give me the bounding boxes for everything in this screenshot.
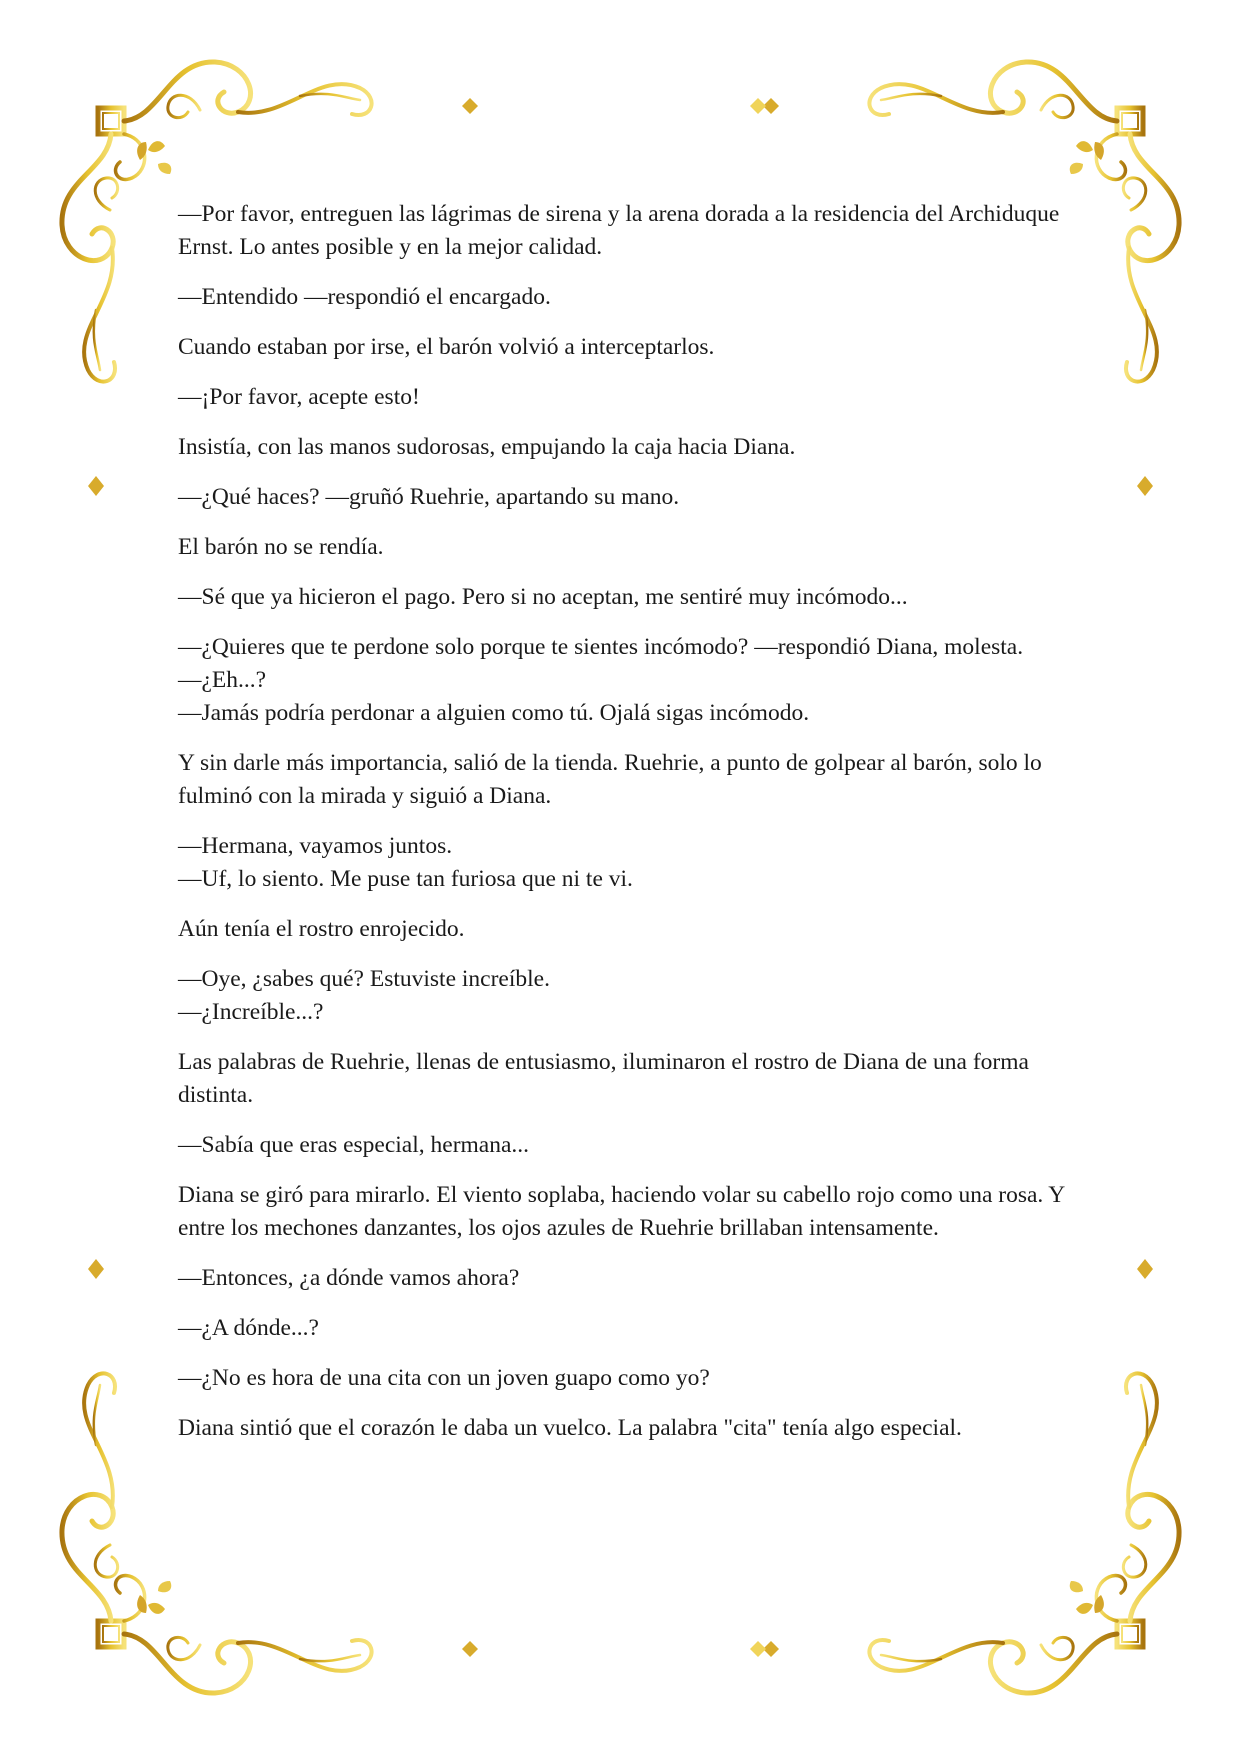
paragraph <box>178 963 1078 1029</box>
text-line: —Sé que ya hicieron el pago. Pero si no aceptan, me sentiré muy incómodo... <box>178 584 908 610</box>
text-line: —Sabía que eras especial, hermana... <box>178 1132 530 1158</box>
text-line: Las palabras de Ruehrie, llenas de entusiasmo, iluminaron el rostro de Diana de una forma distinta. <box>178 1049 1029 1108</box>
text-line: Insistía, con las manos sudorosas, empujando la caja hacia Diana. <box>178 434 796 460</box>
paragraph <box>178 1046 1078 1112</box>
text-line: —Por favor, entreguen las lágrimas de sirena y la arena dorada a la residencia del Archiduque Ernst. Lo antes posible y en la mejor calidad. <box>178 201 1060 260</box>
text-line: —Entonces, ¿a dónde vamos ahora? <box>178 1265 520 1291</box>
text-line: —Hermana, vayamos juntos. <box>178 833 453 859</box>
paragraph <box>178 747 1078 813</box>
paragraph <box>178 1312 1078 1345</box>
text-line: Y sin darle más importancia, salió de la tienda. Ruehrie, a punto de golpear al barón, solo lo fulminó con la mirada y siguió a Diana. <box>178 750 1042 809</box>
text-line: Diana se giró para mirarlo. El viento soplaba, haciendo volar su cabello rojo como una rosa. Y entre los mechones danzantes, los ojos azules de Ruehrie brillaban intensamente. <box>178 1182 1065 1241</box>
text-line: —Oye, ¿sabes qué? Estuviste increíble. <box>178 966 550 992</box>
text-line: —Entendido —respondió el encargado. <box>178 284 551 310</box>
paragraph <box>178 431 1078 464</box>
text-line: —¡Por favor, acepte esto! <box>178 384 420 410</box>
text-line: Cuando estaban por irse, el barón volvió a interceptarlos. <box>178 334 715 360</box>
document-body <box>178 198 1078 1462</box>
text-line: Diana sintió que el corazón le daba un vuelco. La palabra "cita" tenía algo especial. <box>178 1415 962 1441</box>
text-line: —Uf, lo siento. Me puse tan furiosa que ni te vi. <box>178 866 633 892</box>
text-line: Aún tenía el rostro enrojecido. <box>178 916 465 942</box>
text-line: —¿No es hora de una cita con un joven guapo como yo? <box>178 1365 710 1391</box>
text-line: El barón no se rendía. <box>178 534 384 560</box>
paragraph <box>178 281 1078 314</box>
paragraph <box>178 581 1078 614</box>
text-line: —Jamás podría perdonar a alguien como tú. Ojalá sigas incómodo. <box>178 700 810 726</box>
paragraph <box>178 830 1078 896</box>
paragraph <box>178 331 1078 364</box>
text-line: —¿A dónde...? <box>178 1315 319 1341</box>
paragraph <box>178 1129 1078 1162</box>
text-line: —¿Eh...? <box>178 667 267 693</box>
paragraph <box>178 531 1078 564</box>
paragraph <box>178 913 1078 946</box>
paragraph <box>178 481 1078 514</box>
text-line: —¿Qué haces? —gruñó Ruehrie, apartando su mano. <box>178 484 680 510</box>
paragraph <box>178 1412 1078 1445</box>
paragraph <box>178 1362 1078 1395</box>
paragraph <box>178 381 1078 414</box>
paragraph <box>178 1262 1078 1295</box>
bottom-diamond-right <box>750 1641 766 1657</box>
text-line: —¿Increíble...? <box>178 999 324 1025</box>
top-diamond-right <box>750 98 766 114</box>
paragraph <box>178 1179 1078 1245</box>
paragraph <box>178 631 1078 730</box>
paragraph <box>178 198 1078 264</box>
text-line: —¿Quieres que te perdone solo porque te sientes incómodo? —respondió Diana, molesta. <box>178 634 1024 660</box>
